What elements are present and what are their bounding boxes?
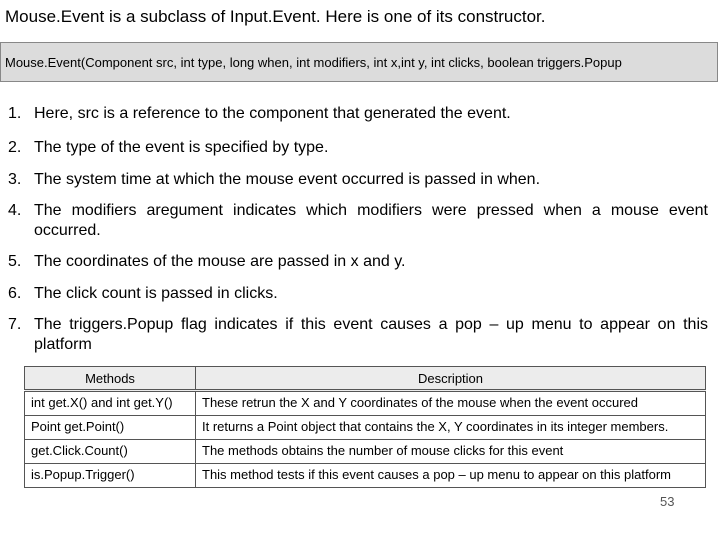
list-item-number: 3. — [8, 171, 22, 188]
list-item-number: 2. — [8, 139, 22, 156]
description-column-header: Description — [196, 367, 706, 391]
list-item — [8, 170, 708, 190]
constructor-signature: Mouse.Event(Component src, int type, long when, int modifiers, int x,int y, int clicks, boolean triggers.Popup — [5, 54, 622, 70]
table-row — [25, 464, 706, 488]
list-item-text: The modifiers aregument indicates which modifiers were pressed when a mouse event occurred. — [34, 202, 708, 239]
table-row — [25, 440, 706, 464]
method-cell: Point get.Point() — [25, 416, 196, 440]
list-item — [8, 138, 708, 158]
list-item-number: 1. — [8, 105, 22, 122]
description-cell: It returns a Point object that contains the X, Y coordinates in its integer members. — [196, 416, 706, 440]
methods-table — [24, 366, 706, 488]
table-row — [25, 391, 706, 416]
table-header-row — [25, 367, 706, 391]
list-item — [8, 201, 708, 241]
list-item — [8, 104, 708, 124]
list-item-text: The type of the event is specified by type. — [34, 139, 329, 156]
list-item-number: 5. — [8, 253, 22, 270]
method-cell: get.Click.Count() — [25, 440, 196, 464]
list-item-text: The system time at which the mouse event occurred is passed in when. — [34, 171, 541, 188]
parameter-list — [0, 104, 720, 355]
list-item — [8, 315, 708, 355]
slide-number: 53 — [660, 494, 675, 509]
description-cell: These retrun the X and Y coordinates of the mouse when the event occured — [196, 391, 706, 416]
page-heading: Mouse.Event is a subclass of Input.Event. Here is one of its constructor. — [5, 7, 546, 26]
methods-column-header: Methods — [25, 367, 196, 391]
method-cell: int get.X() and int get.Y() — [25, 391, 196, 416]
description-cell: This method tests if this event causes a pop – up menu to appear on this platform — [196, 464, 706, 488]
constructor-signature-box — [0, 42, 718, 82]
description-cell: The methods obtains the number of mouse clicks for this event — [196, 440, 706, 464]
method-cell: is.Popup.Trigger() — [25, 464, 196, 488]
table-row — [25, 416, 706, 440]
list-item-text: The click count is passed in clicks. — [34, 285, 278, 302]
list-item-number: 6. — [8, 285, 22, 302]
list-item — [8, 284, 708, 304]
list-item-number: 7. — [8, 316, 22, 333]
list-item-text: The coordinates of the mouse are passed in x and y. — [34, 253, 406, 270]
list-item-text: The triggers.Popup flag indicates if this event causes a pop – up menu to appear on this platform — [34, 316, 708, 353]
list-item — [8, 252, 708, 272]
list-item-text: Here, src is a reference to the component that generated the event. — [34, 105, 511, 122]
list-item-number: 4. — [8, 202, 22, 219]
